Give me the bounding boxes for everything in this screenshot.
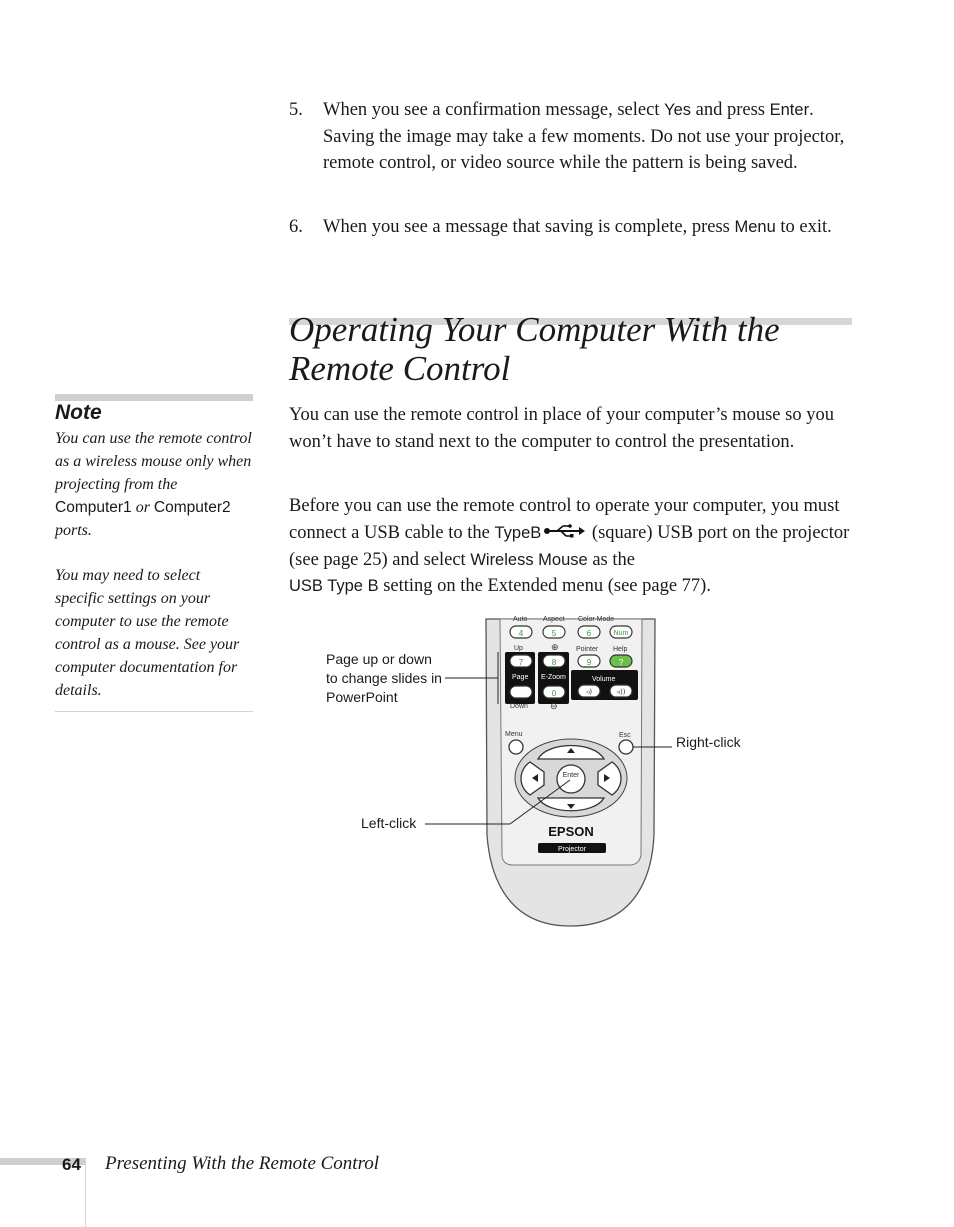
ui-term-typeb: TypeB [494, 523, 542, 542]
chapter-title: Presenting With the Remote Control [105, 1153, 380, 1174]
svg-text:4: 4 [518, 629, 524, 638]
svg-text:8: 8 [551, 658, 557, 667]
ui-term-computer1: Computer1 [55, 499, 132, 516]
remote-label-aspect: Aspect [543, 616, 565, 623]
remote-key-menu [509, 740, 523, 754]
svg-text:◃)): ◃)) [616, 688, 626, 696]
remote-control-figure [300, 615, 780, 935]
remote-label-e-zoom: E-Zoom [541, 674, 566, 681]
svg-text:5: 5 [551, 629, 557, 638]
svg-text:?: ? [618, 658, 624, 667]
callout-right-click: Right-click [676, 734, 741, 750]
ui-term-yes: Yes [664, 101, 692, 119]
svg-text:Projector: Projector [557, 846, 587, 853]
step-5 [289, 97, 854, 177]
svg-text:0: 0 [551, 689, 557, 698]
remote-key-esc [619, 740, 633, 754]
step-6 [289, 214, 854, 241]
zoom-out-icon: ⊖ [550, 701, 558, 711]
svg-text:◃): ◃) [585, 688, 593, 696]
step-text: When you see a message that saving is complete, press Menu to exit. [323, 217, 832, 237]
callout-left-click: Left-click [361, 815, 417, 831]
remote-key-enter [557, 765, 585, 793]
zoom-in-icon: ⊕ [551, 642, 559, 652]
remote-key-page-down [510, 686, 532, 698]
ui-term-usb-type-b: USB Type B [289, 577, 379, 595]
ui-term-menu: Menu [734, 218, 776, 236]
footer-divider [85, 1158, 86, 1227]
section-heading: Operating Your Computer With the Remote Control [289, 310, 780, 388]
svg-text:7: 7 [518, 658, 524, 667]
ui-term-wireless-mouse: Wireless Mouse [470, 550, 588, 569]
callout-page-up-down: Page up or down to change slides in PowerPoint [326, 651, 442, 705]
ui-term-enter: Enter [769, 101, 810, 119]
step-number: 5. [289, 100, 303, 120]
step-number: 6. [289, 217, 303, 237]
note-rule-bottom [55, 711, 253, 712]
svg-text:Num: Num [613, 630, 629, 637]
note-rule-top [55, 394, 253, 401]
svg-text:9: 9 [586, 658, 592, 667]
svg-text:Enter: Enter [562, 772, 580, 779]
remote-label-help: Help [613, 646, 628, 653]
remote-brand-logo: EPSON [548, 824, 594, 839]
remote-label-menu: Menu [505, 731, 523, 738]
note-title: Note [55, 401, 102, 424]
remote-label-up: Up [514, 645, 523, 652]
usb-icon [543, 520, 585, 547]
svg-text:6: 6 [586, 629, 592, 638]
remote-label-page: Page [512, 674, 529, 681]
remote-label-esc: Esc [619, 732, 631, 739]
remote-label-down: Down [510, 703, 528, 710]
section-paragraph-2: Before you can use the remote control to operate your computer, you must connect a USB cable to the TypeB (square) USB port on the projector (see page 25) and select Wireless Mouse as the USB Type B setting on the Extended menu (see page 77). [289, 496, 850, 596]
page-number: 64 [62, 1155, 81, 1174]
section-paragraph-1: You can use the remote control in place of your computer’s mouse so you won’t have to stand next to the computer to control the presentation. [289, 405, 834, 452]
ui-term-computer2: Computer2 [153, 499, 231, 516]
remote-label-auto: Auto [513, 616, 528, 623]
remote-label-pointer: Pointer [576, 646, 599, 653]
step-text: When you see a confirmation message, select Yes and press Enter. Saving the image may take a few moments. Do not use your projector, remote control, or video source while the pattern is being saved. [323, 100, 845, 173]
note-paragraph-1: You can use the remote control as a wireless mouse only when projecting from the Computer1 or Computer2 ports. [55, 430, 252, 539]
remote-label-color-mode: Color Mode [578, 616, 615, 623]
note-paragraph-2: You may need to select specific settings on your computer to use the remote control as a mouse. See your computer documentation for details. [55, 567, 240, 699]
remote-label-volume: Volume [592, 676, 616, 683]
